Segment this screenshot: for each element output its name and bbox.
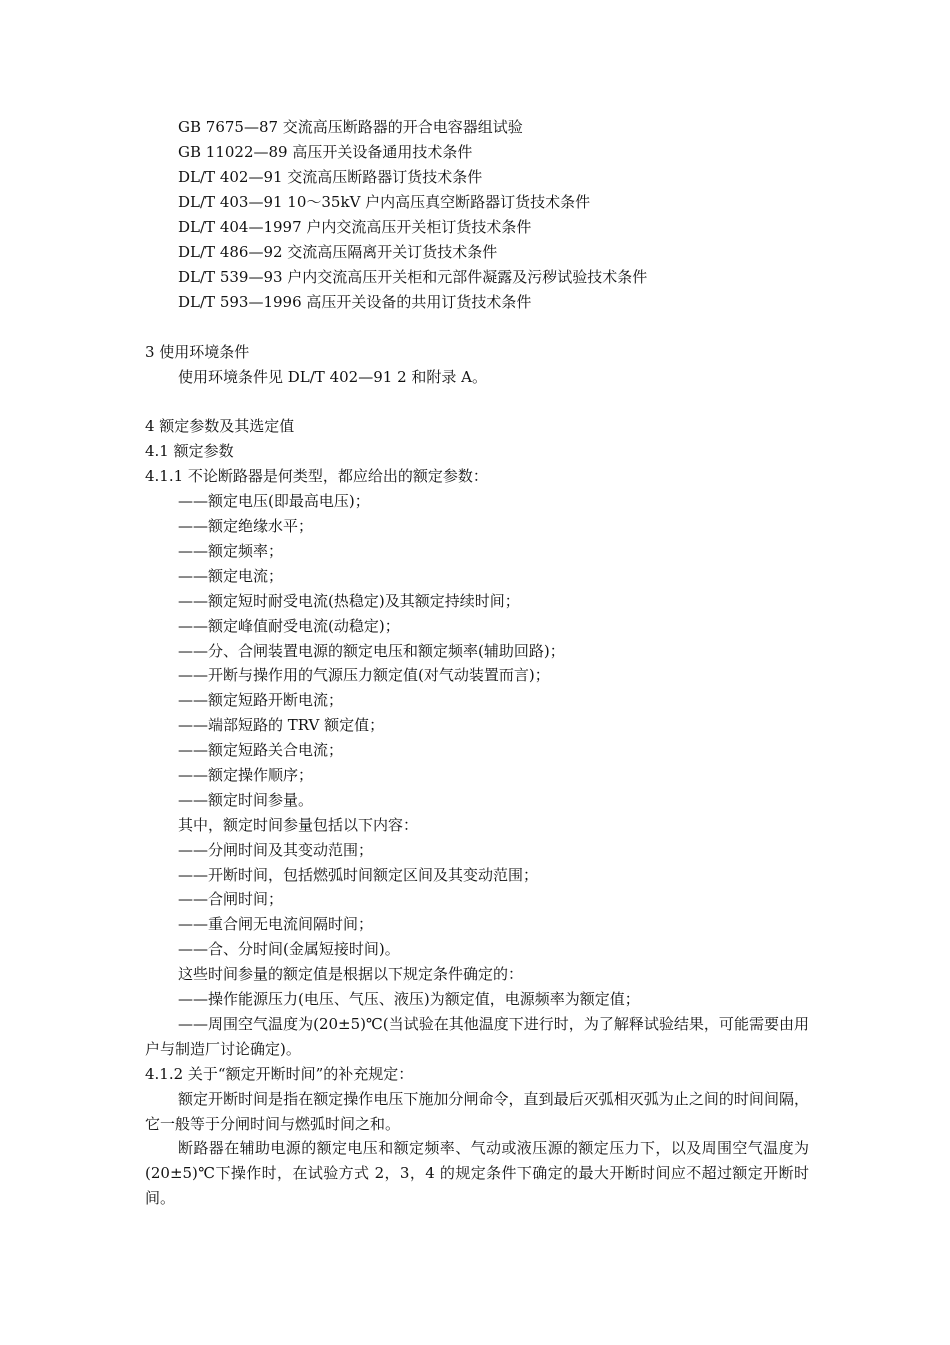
reference-item: DL/T 486—92 交流高压隔离开关订货技术条件 <box>178 243 498 261</box>
time-item: ——合、分时间(金属短接时间)。 <box>178 940 400 958</box>
clause-4-1-1: 4.1.1 不论断路器是何类型，都应给出的额定参数： <box>145 467 488 485</box>
param-item: ——额定频率； <box>178 542 284 560</box>
reference-item: DL/T 403—91 10～35kV 户内高压真空断路器订货技术条件 <box>178 193 591 211</box>
rated-break-time-paragraph: 额定开断时间是指在额定操作电压下施加分闸命令，直到最后灭弧相灭弧为止之间的时间间隔，它一般等于分闸时间与燃弧时间之和。 <box>145 1090 809 1133</box>
time-item: ——重合闸无电流间隔时间； <box>178 915 374 933</box>
conditions-intro: 这些时间参量的额定值是根据以下规定条件确定的： <box>178 965 524 983</box>
condition-item-wrapped: ——周围空气温度为(20±5)℃(当试验在其他温度下进行时，为了解释试验结果，可能需要由用户与制造厂讨论确定)。 <box>145 1015 809 1058</box>
section-4-heading: 4 额定参数及其选定值 <box>145 417 295 435</box>
condition-item: ——操作能源压力(电压、气压、液压)为额定值，电源频率为额定值； <box>178 990 640 1008</box>
section-4-1-heading: 4.1 额定参数 <box>145 442 234 460</box>
param-item: ——额定电压(即最高电压)； <box>178 492 370 510</box>
section-3-body: 使用环境条件见 DL/T 402—91 2 和附录 A。 <box>178 368 487 386</box>
param-item: ——额定绝缘水平； <box>178 517 314 535</box>
reference-item: DL/T 539—93 户内交流高压开关柜和元部件凝露及污秽试验技术条件 <box>178 268 648 286</box>
section-3-heading: 3 使用环境条件 <box>145 343 250 361</box>
param-item: ——额定短路开断电流； <box>178 691 344 709</box>
reference-item: DL/T 402—91 交流高压断路器订货技术条件 <box>178 168 483 186</box>
reference-item: DL/T 593—1996 高压开关设备的共用订货技术条件 <box>178 293 532 311</box>
param-item: ——额定电流； <box>178 567 284 585</box>
time-item: ——开断时间，包括燃弧时间额定区间及其变动范围； <box>178 866 539 884</box>
param-item: ——额定操作顺序； <box>178 766 314 784</box>
param-item: ——额定峰值耐受电流(动稳定)； <box>178 617 400 635</box>
param-item: ——额定时间参量。 <box>178 791 314 809</box>
reference-item: GB 7675—87 交流高压断路器的开合电容器组试验 <box>178 118 523 136</box>
time-params-intro: 其中，额定时间参量包括以下内容： <box>178 816 419 834</box>
reference-item: DL/T 404—1997 户内交流高压开关柜订货技术条件 <box>178 218 532 236</box>
param-item: ——额定短时耐受电流(热稳定)及其额定持续时间； <box>178 592 520 610</box>
clause-4-1-2: 4.1.2 关于“额定开断时间”的补充规定： <box>145 1065 414 1083</box>
time-item: ——分闸时间及其变动范围； <box>178 841 374 859</box>
param-item: ——额定短路关合电流； <box>178 741 344 759</box>
reference-item: GB 11022—89 高压开关设备通用技术条件 <box>178 143 473 161</box>
param-item: ——端部短路的 TRV 额定值； <box>178 716 385 734</box>
max-break-time-paragraph: 断路器在辅助电源的额定电压和额定频率、气动或液压源的额定压力下，以及周围空气温度为(20±5)℃下操作时，在试验方式 2，3，4 的规定条件下确定的最大开断时间应不超过额定开断时间。 <box>145 1139 809 1207</box>
time-item: ——合闸时间； <box>178 890 284 908</box>
param-item: ——分、合闸装置电源的额定电压和额定频率(辅助回路)； <box>178 642 565 660</box>
param-item: ——开断与操作用的气源压力额定值(对气动装置而言)； <box>178 666 550 684</box>
